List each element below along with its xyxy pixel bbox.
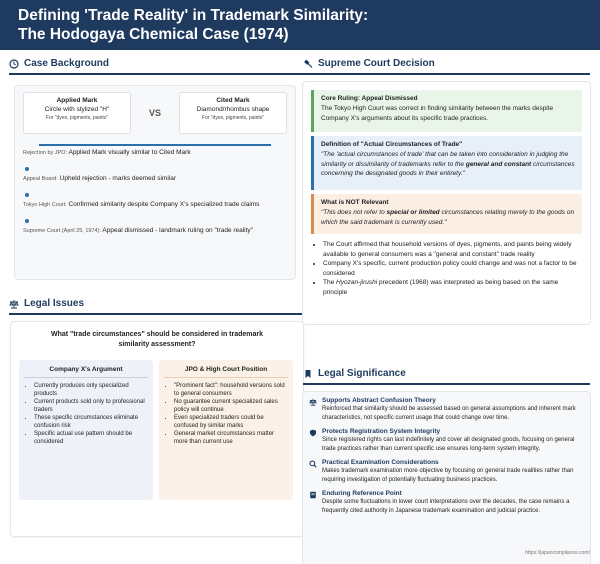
cited-mark-desc: Diamond/rhombus shape bbox=[196, 106, 270, 113]
timeline-text: Applied Mark visually similar to Cited Mark bbox=[68, 149, 191, 156]
timeline-text: Confirmed similarity despite Company X's specialized trade claims bbox=[68, 201, 260, 208]
timeline-label: Supreme Court (April 25, 1974): bbox=[23, 228, 101, 234]
timeline-item bbox=[23, 167, 287, 184]
definition-title: Definition of "Actual Circumstances of Trade" bbox=[321, 141, 463, 148]
list-item: • The Court affirmed that household versions of dyes, pigments, and paints being widely available to general consumers was a "general and constant" trade reality bbox=[323, 240, 582, 259]
list-item: • Currently produces only specialized products bbox=[34, 383, 148, 398]
legal-significance-heading bbox=[303, 368, 590, 385]
supreme-court-title: Supreme Court Decision bbox=[318, 58, 435, 69]
cited-mark-title: Cited Mark bbox=[216, 97, 250, 104]
applied-mark-goods: For "dyes, pigments, paints" bbox=[45, 115, 109, 121]
book-icon bbox=[309, 491, 317, 499]
timeline-item bbox=[23, 144, 287, 158]
precedent-italic: Hyozan-jirushi bbox=[336, 279, 378, 286]
jpo-position bbox=[159, 360, 293, 500]
positions bbox=[19, 360, 295, 500]
legal-issues-card bbox=[11, 322, 303, 536]
precedent-text-b: precedent (1968) was interpreted as being based on the same principle bbox=[323, 279, 559, 296]
company-x-list bbox=[24, 383, 148, 446]
not-relevant-text bbox=[321, 208, 575, 227]
significance-title: Enduring Reference Point bbox=[322, 490, 402, 497]
title-line-2: The Hodogaya Chemical Case (1974) bbox=[18, 26, 289, 43]
applied-mark-title: Applied Mark bbox=[56, 97, 98, 104]
search-icon bbox=[309, 460, 317, 468]
not-relevant-text-a: "This does not refer to bbox=[321, 209, 387, 216]
definition-bold: general and constant bbox=[465, 160, 532, 168]
not-relevant-box bbox=[311, 194, 582, 234]
significance-text: Despite some fluctuations in lower court interpretations over the decades, the case remains a frequently cited authority in Japanese trademark examination and judicial practice. bbox=[322, 499, 570, 514]
significance-title: Protects Registration System Integrity bbox=[322, 428, 441, 435]
timeline-dot bbox=[25, 193, 29, 197]
definition-text bbox=[321, 150, 575, 179]
case-background-card bbox=[15, 86, 295, 279]
list-item: • Even specialized traders could be confused by similar marks bbox=[174, 415, 288, 430]
significance-text: Makes trademark examination more objective by focusing on general trade realities rather than requiring investigation of potentially fluctuating business practices. bbox=[322, 468, 574, 483]
title-line-1: Defining 'Trade Reality' in Trademark Similarity: bbox=[18, 7, 369, 24]
timeline bbox=[23, 144, 287, 236]
applied-mark-desc: Circle with stylized "H" bbox=[44, 106, 110, 113]
gavel-icon bbox=[303, 59, 313, 69]
precedent-text-a: The bbox=[323, 279, 337, 286]
legal-issues-title: Legal Issues bbox=[24, 298, 85, 309]
right-column bbox=[303, 58, 590, 514]
left-column bbox=[9, 58, 305, 445]
timeline-dot bbox=[25, 167, 29, 171]
definition-box bbox=[311, 136, 582, 190]
legal-issues-section bbox=[9, 298, 305, 445]
timeline-label: Rejection by JPO: bbox=[23, 150, 68, 156]
shield-icon bbox=[309, 429, 317, 437]
list-item: • These specific circumstances eliminate confusion risk bbox=[34, 415, 148, 430]
bookmark-icon bbox=[303, 369, 313, 379]
supreme-court-heading bbox=[303, 58, 590, 75]
not-relevant-bold: special or limited bbox=[386, 209, 440, 216]
significance-text: Reinforced that similarity should be assessed based on general assumptions and inherent mark characteristics, not specific current usage that could change over time. bbox=[322, 406, 576, 421]
core-ruling-box bbox=[311, 90, 582, 132]
cited-mark-box bbox=[179, 92, 287, 134]
balance-scale-icon bbox=[9, 299, 19, 309]
history-icon bbox=[9, 59, 19, 69]
company-x-argument bbox=[19, 360, 153, 500]
legal-issues-heading bbox=[9, 298, 305, 315]
decision-bullets bbox=[311, 240, 582, 297]
timeline-text: Upheld rejection - marks deemed similar bbox=[59, 175, 176, 182]
legal-significance-section bbox=[303, 368, 590, 514]
timeline-label: Appeal Board: bbox=[23, 176, 58, 182]
cited-mark-goods: For "dyes, pigments, paints" bbox=[201, 115, 265, 121]
legal-question: What "trade circumstances" should be considered in trademark similarity assessment? bbox=[50, 331, 264, 348]
timeline-label: Tokyo High Court: bbox=[23, 202, 67, 208]
marks-comparison bbox=[23, 92, 287, 134]
definition-text-b: circumstances concerning the designated goods in their entirety." bbox=[321, 160, 575, 177]
timeline-dot bbox=[25, 219, 29, 223]
case-background-heading bbox=[9, 58, 305, 75]
supreme-court-card bbox=[303, 82, 590, 324]
page-title bbox=[18, 6, 582, 44]
significance-title: Practical Examination Considerations bbox=[322, 459, 439, 466]
list-item: • "Prominent fact": household versions sold to general consumers bbox=[174, 383, 288, 398]
significance-title: Supports Abstract Confusion Theory bbox=[322, 397, 436, 404]
vs-label: VS bbox=[148, 108, 161, 118]
header-banner bbox=[0, 0, 600, 50]
legal-significance-title: Legal Significance bbox=[318, 368, 406, 379]
not-relevant-title: What is NOT Relevant bbox=[321, 199, 389, 206]
not-relevant-text-b: circumstances relating merely to the goods on which the said trademark is currently used." bbox=[321, 209, 575, 226]
definition-text-a: "The 'actual circumstances of trade' that can be taken into consideration in judging the similarity or dissimilarity of trademarks refer to the bbox=[321, 151, 569, 168]
significance-item bbox=[309, 459, 584, 484]
jpo-title: JPO & High Court Position bbox=[164, 366, 288, 378]
core-ruling-text: The Tokyo High Court was correct in finding similarity between the marks despite Company X's arguments about its specific trade practices. bbox=[321, 105, 554, 122]
list-item: • Specific actual use pattern should be considered bbox=[34, 431, 148, 446]
significance-text: Since registered rights can last indefinitely and cover all designated goods, focusing on general trade practices rather than current specific use ensures long-term system integrity. bbox=[322, 437, 575, 452]
significance-item bbox=[309, 428, 584, 453]
timeline-item bbox=[23, 219, 287, 236]
company-x-title: Company X's Argument bbox=[24, 366, 148, 378]
list-item: • General market circumstances matter more than current use bbox=[174, 431, 288, 446]
list-item: • No guarantee current specialized sales policy will continue bbox=[174, 399, 288, 414]
legal-significance-card bbox=[303, 392, 590, 564]
core-ruling-title: Core Ruling: Appeal Dismissed bbox=[321, 95, 418, 102]
jpo-list bbox=[164, 383, 288, 446]
significance-item bbox=[309, 490, 584, 515]
timeline-text: Appeal dismissed - landmark ruling on "trade reality" bbox=[102, 227, 253, 234]
applied-mark-box bbox=[23, 92, 131, 134]
timeline-item bbox=[23, 193, 287, 210]
list-item: • Current products sold only to professional traders bbox=[34, 399, 148, 414]
case-background-title: Case Background bbox=[24, 58, 110, 69]
significance-item bbox=[309, 397, 584, 422]
list-item bbox=[323, 278, 582, 297]
balance-scale-icon bbox=[309, 398, 317, 406]
list-item: • Company X's specific, current production policy could change and was not a factor to be considered bbox=[323, 259, 582, 278]
footer-url[interactable]: https://japancompliance.com/ bbox=[525, 550, 590, 556]
